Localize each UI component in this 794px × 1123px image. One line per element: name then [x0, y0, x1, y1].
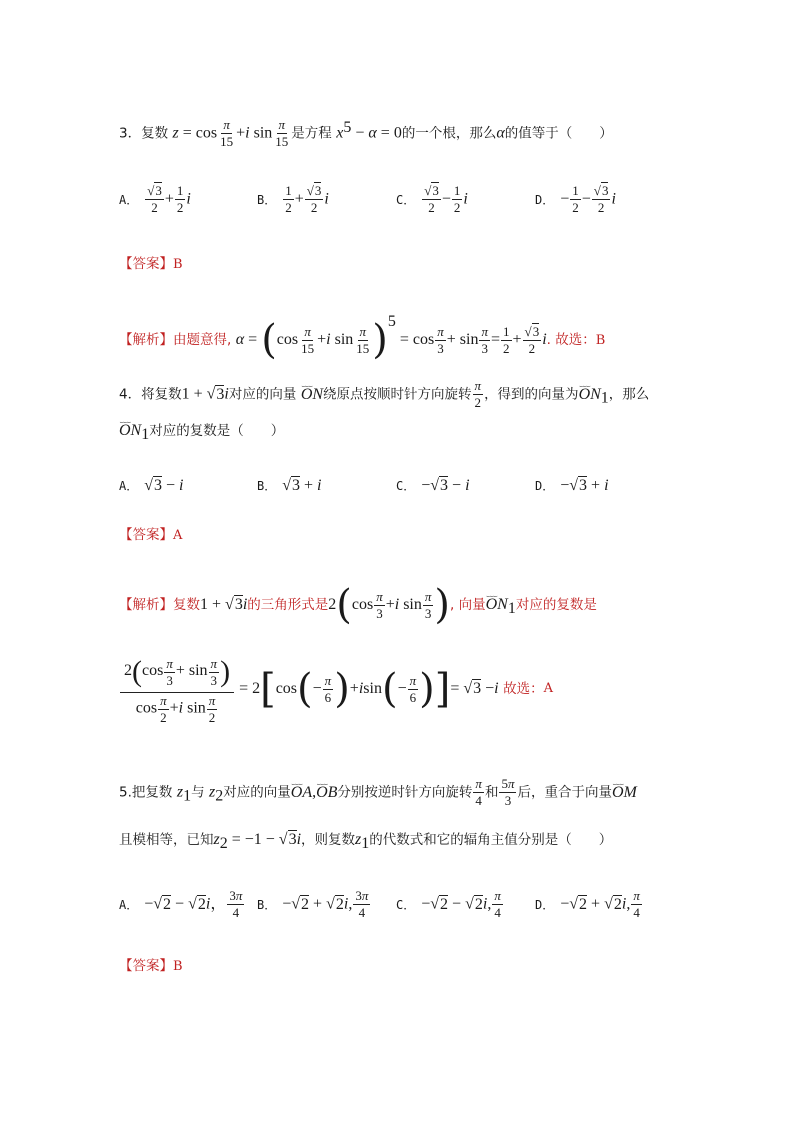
q3-option-c: C． $\frac{√3}{2}$ − $\frac{1}{2}$ i	[396, 183, 468, 215]
q5-option-d: D． −√2 + √2i, $\frac{\pi}{4}$	[535, 888, 640, 920]
q4-stem-line2: ⌣⌣⌣ $ON_1$对应的复数是（ ）	[119, 421, 284, 445]
q5-option-b: B． −√2 + √2i, $\frac{3\pi}{4}$	[257, 888, 369, 920]
q3-stem: 3．复数 z = cos $\frac{\pi}{15}$ +i sin $\frac{\pi}{15}$ 是方程 $x^5 - \alpha = 0$的一个根，那么α的值等于（ ）	[119, 117, 613, 149]
q5-stem-line2: 且模相等，已知$z_2 = -1 - √3i$，则复数$z_1$的代数式和它的辐角主值分别是（ ）	[119, 831, 613, 852]
q4-option-b: B． √3 + i	[257, 477, 322, 494]
q3-answer: 【答案】B	[119, 256, 183, 272]
q5-option-a: A． −√2 − √2i， $\frac{3\pi}{4}$	[119, 888, 243, 920]
q4-number: 4．	[119, 386, 142, 403]
q4-analysis-formula: 2(cos $\frac{\pi}{3}$ + sin $\frac{\pi}{3}$ ) cos $\frac{\pi}{2}$ +i sin $\frac{\pi}{2}$ = 2 [ cos ( − $\frac{\pi}{6}$ ) + i sin ( − $\frac{\pi}{6}$ ) ] = √3 − i 故选： A	[119, 652, 553, 726]
q3-analysis: 【解析】由题意得, α = (cos $\frac{\pi}{15}$ +i sin $\frac{\pi}{15}$ )$^5$ = cos $\frac{\pi}{3}$ + sin $\frac{\pi}{3}$ = $\frac{1}{2}$ + $\frac{√3}{2}$ i. 故选：B	[119, 313, 606, 363]
q5-answer: 【答案】B	[119, 958, 183, 974]
q4-stem: 4．将复数1 + √3i对应的向量 ⌣⌣⌣ ON绕原点按顺时针方向旋转 $\frac{\pi}{2}$ ，得到的向量为⌣⌣⌣ $ON_1$，那么	[119, 378, 649, 411]
q3-number: 3．	[119, 125, 142, 142]
q3-option-d: D． − $\frac{1}{2}$ − $\frac{√3}{2}$ i	[535, 183, 616, 215]
q5-option-c: C． −√2 − √2i, $\frac{\pi}{4}$	[396, 888, 501, 920]
q4-analysis: 【解析】复数1 + √3i的三角形式是2(cos $\frac{\pi}{3}$ +i sin $\frac{\pi}{3}$ ), 向量⌣⌣⌣ $ON_1$对应的复数是	[119, 585, 597, 625]
q4-option-a: A． √3 − i	[119, 477, 184, 494]
q3-option-a: A． $\frac{√3}{2}$ + $\frac{1}{2}$ i	[119, 183, 191, 215]
q5-number: 5.	[119, 784, 132, 801]
q3-option-b: B． $\frac{1}{2}$ + $\frac{√3}{2}$ i	[257, 183, 329, 215]
q4-option-c: C． −√3 − i	[396, 477, 470, 494]
q4-option-d: D． −√3 + i	[535, 477, 609, 494]
q4-answer: 【答案】A	[119, 527, 183, 543]
q5-stem: 5.把复数 $z_1$与 $z_2$对应的向量⌣⌣⌣ OA,⌣⌣⌣ OB分别按逆时针方向旋转 $\frac{\pi}{4}$ 和 $\frac{5\pi}{3}$ 后，重合于向量⌣⌣⌣ OM	[119, 776, 637, 809]
